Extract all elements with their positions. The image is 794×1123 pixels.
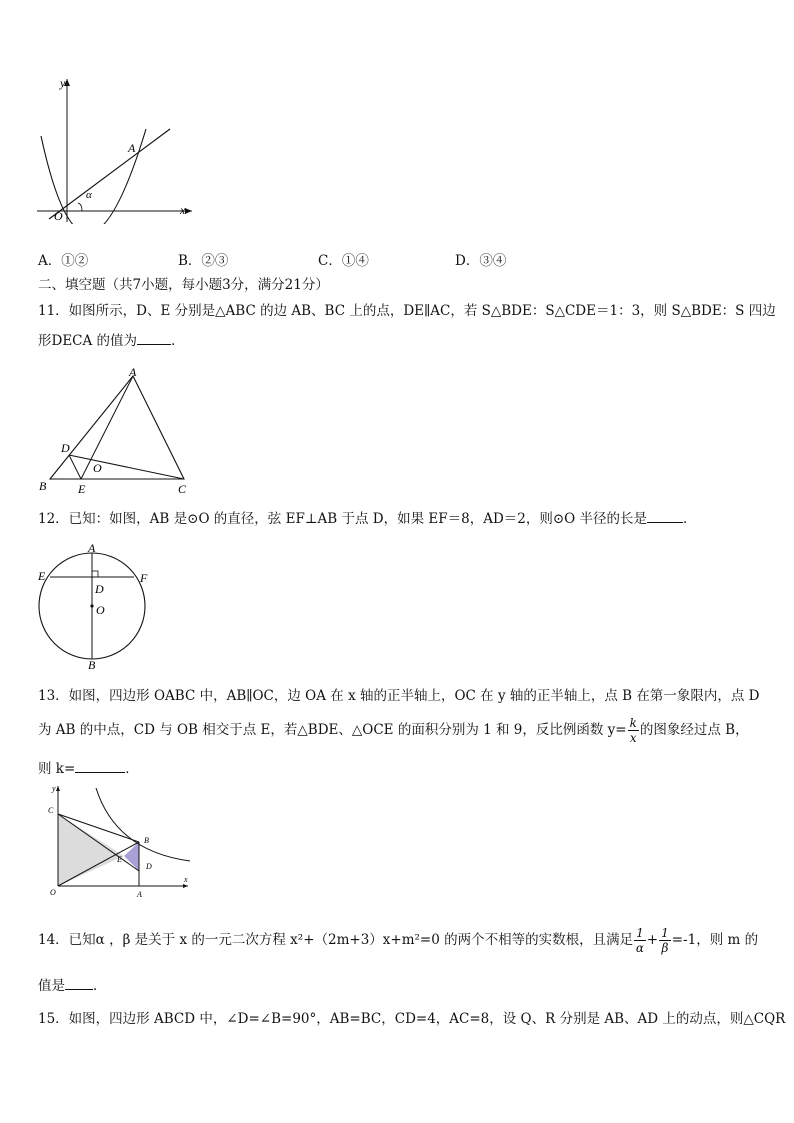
label-a: A	[129, 366, 137, 379]
right-angle-mark	[92, 571, 98, 577]
q13-line3: 则 k= ．	[38, 761, 139, 777]
label-o: O	[93, 461, 102, 475]
label-y: y	[52, 784, 56, 793]
label-a: A	[128, 141, 136, 155]
segment-ae	[81, 376, 133, 479]
label-a: A	[137, 890, 142, 899]
q14-line1: 14．已知α ，β 是关于 x 的一元二次方程 x²+（2m+3）x+m²=0 的两个不相等的实数根，且满足 $\frac{1}{\alpha}$ + $\frac{1}{\beta}$ =-1，则 m 的	[38, 926, 759, 955]
label-c: C	[48, 806, 54, 815]
center-dot	[90, 604, 93, 607]
label-b: B	[144, 836, 149, 845]
label-o: O	[96, 603, 105, 617]
label-x: x	[184, 875, 188, 884]
segment-dc	[69, 455, 184, 479]
q11-line1: 11．如图所示，D、E 分别是△ABC 的边 AB、BC 上的点，DE∥AC，若 S△BDE：S△CDE＝1：3，则 S△BDE：S 四边	[38, 303, 776, 319]
label-d: D	[95, 582, 104, 596]
q12-answer-blank[interactable]	[647, 510, 683, 523]
option-d[interactable]: D．③④	[455, 253, 507, 269]
y-axis-arrow	[56, 786, 60, 791]
figure-q11	[36, 366, 190, 498]
label-alpha: α	[86, 189, 92, 201]
x-axis-arrow	[183, 884, 188, 888]
label-e: E	[78, 482, 86, 496]
figure-q12	[34, 540, 154, 672]
label-d: D	[61, 441, 70, 455]
fraction-1-over-alpha: $\frac{1}{\alpha}$	[635, 926, 645, 955]
label-y: y	[60, 76, 66, 90]
label-e: E	[117, 855, 122, 864]
label-d: D	[146, 862, 152, 871]
triangle-oce-shaded	[58, 814, 124, 886]
q12-line1: 12．已知：如图，AB 是⊙O 的直径，弦 EF⊥AB 于点 D，如果 EF＝8，AD＝2，则⊙O 半径的长是 ．	[38, 511, 697, 527]
q13-line2: 为 AB 的中点，CD 与 OB 相交于点 E，若△BDE、△OCE 的面积分别为 1 和 9，反比例函数 y= $\frac{k}{x}$ 的图象经过点 B，	[38, 716, 749, 745]
label-o: O	[54, 209, 63, 223]
label-a: A	[88, 541, 96, 555]
fraction-1-over-beta: $\frac{1}{\beta}$	[661, 926, 669, 955]
q11-answer-blank[interactable]	[137, 332, 171, 345]
q14-line2: 值是 ．	[38, 978, 107, 994]
option-c[interactable]: C．①④	[318, 253, 369, 269]
x-axis-arrow	[185, 208, 192, 214]
label-b: B	[39, 479, 47, 493]
label-c: C	[178, 482, 187, 496]
label-x: x	[180, 203, 186, 217]
q13-line1: 13．如图，四边形 OABC 中，AB∥OC，边 OA 在 x 轴的正半轴上，OC 在 y 轴的正半轴上，点 B 在第一象限内，点 D	[38, 688, 760, 704]
label-o: O	[50, 888, 56, 897]
fraction-k-over-x: $\frac{k}{x}$	[629, 716, 637, 745]
section-heading: 二、填空题（共7小题，每小题3分，满分21分）	[38, 277, 329, 293]
label-f: F	[140, 571, 148, 585]
angle-arc	[78, 203, 82, 211]
figure-q10	[34, 74, 194, 224]
q11-line2: 形DECA 的值为 ．	[38, 333, 185, 349]
figure-q13	[38, 783, 194, 903]
q15-line1: 15．如图，四边形 ABCD 中，∠D=∠B=90°，AB=BC，CD=4，AC=8，设 Q、R 分别是 AB、AD 上的动点，则△CQR	[38, 1011, 786, 1027]
q14-answer-blank[interactable]	[65, 977, 93, 990]
q13-answer-blank[interactable]	[75, 760, 125, 773]
triangle-abc	[50, 376, 184, 479]
option-a[interactable]: A．①②	[38, 253, 89, 269]
option-b[interactable]: B．②③	[178, 253, 229, 269]
segment-de	[69, 455, 81, 479]
label-b: B	[88, 658, 96, 672]
label-e: E	[38, 569, 46, 583]
